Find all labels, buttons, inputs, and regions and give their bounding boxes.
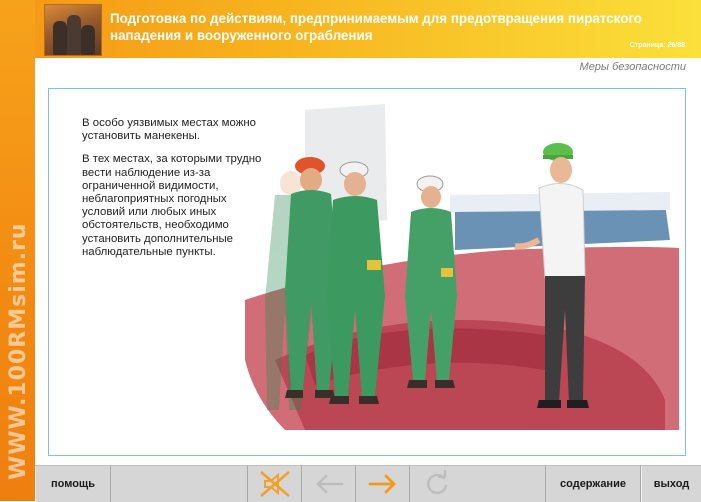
forward-button[interactable] bbox=[355, 466, 409, 502]
paragraph-observation-posts: В тех местах, за которыми трудно вести наблюдение из-за ограниченной видимости, неблагоприятных погодных условий или любых иных обстоятельств, необходимо установить дополнительные наблюдательные пункты. bbox=[82, 153, 262, 258]
exit-button-label: выход bbox=[653, 478, 690, 490]
paragraph-mannequins: В особо уязвимых местах можно установить манекены. bbox=[82, 117, 256, 143]
replay-button[interactable] bbox=[409, 466, 463, 502]
replay-icon bbox=[422, 469, 452, 499]
forward-arrow-icon bbox=[366, 472, 400, 496]
exit-button[interactable] bbox=[641, 466, 701, 502]
contents-button-label: содержание bbox=[560, 478, 626, 490]
crew-illustration bbox=[245, 100, 681, 430]
header-bar bbox=[35, 0, 701, 58]
page-title: Подготовка по действиям, предпринимаемым для предотвращения пиратского нападения и вооруженного ограбления bbox=[110, 11, 642, 43]
page-indicator: Страница: 26/88 bbox=[629, 42, 685, 49]
left-sidebar bbox=[0, 0, 35, 501]
help-button[interactable] bbox=[35, 466, 111, 502]
back-button[interactable] bbox=[301, 466, 355, 502]
section-title: Меры безопасности bbox=[579, 61, 686, 73]
header-thumbnail-image bbox=[44, 4, 102, 56]
contents-button[interactable] bbox=[545, 466, 641, 502]
body-text bbox=[82, 117, 272, 269]
sound-toggle-button[interactable] bbox=[247, 466, 301, 502]
sound-off-icon bbox=[255, 469, 295, 499]
help-button-label: помощь bbox=[51, 478, 95, 490]
site-watermark: WWW.100RMsim.ru bbox=[6, 222, 31, 480]
back-arrow-icon bbox=[312, 472, 346, 496]
bottom-toolbar bbox=[35, 465, 701, 502]
